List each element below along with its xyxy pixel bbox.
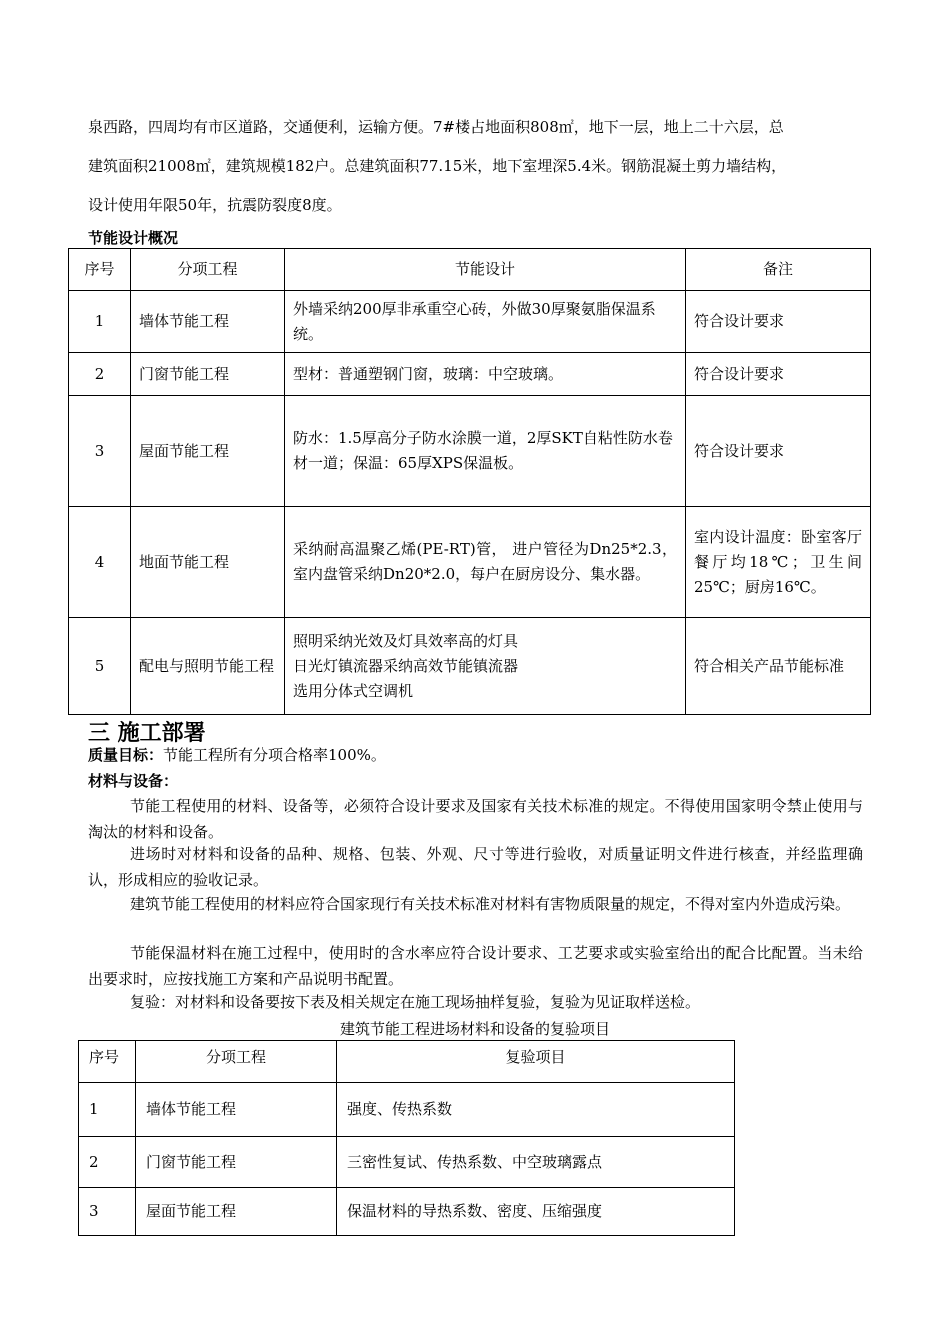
table-row xyxy=(79,1137,735,1188)
intro-paragraph xyxy=(88,108,863,225)
row-note: 符合设计要求 xyxy=(686,291,871,353)
row-no: 3 xyxy=(69,396,131,507)
retest-table xyxy=(78,1040,735,1236)
row-design xyxy=(285,618,686,715)
row-no: 1 xyxy=(69,291,131,353)
section-heading: 三 施工部署 xyxy=(88,721,206,746)
paragraph: 节能工程使用的材料、设备等，必须符合设计要求及国家有关技术标准的规定。不得使用国家明令禁止使用与淘汰的材料和设备。 xyxy=(88,797,863,841)
row-design: 采纳耐高温聚乙烯(PE-RT)管， 进户管径为Dn25*2.3，室内盘管采纳Dn20*2.0，每户在厨房设分、集水器。 xyxy=(285,507,686,618)
row-note: 室内设计温度：卧室客厅餐厅均18℃；卫生间25℃；厨房16℃。 xyxy=(686,507,871,618)
table-row xyxy=(79,1188,735,1236)
row-note: 符合相关产品节能标准 xyxy=(686,618,871,715)
intro-line-3: 设计使用年限50年，抗震防裂度8度。 xyxy=(88,196,342,214)
row-design: 型材：普通塑钢门窗，玻璃：中空玻璃。 xyxy=(285,353,686,396)
header-design: 节能设计 xyxy=(285,249,686,291)
table-row xyxy=(69,396,871,507)
header-item: 分项工程 xyxy=(131,249,285,291)
energy-section-title: 节能设计概况 xyxy=(88,229,179,247)
row-item: 屋面节能工程 xyxy=(131,396,285,507)
design-line: 选用分体式空调机 xyxy=(293,681,414,700)
intro-line-1: 泉西路，四周均有市区道路，交通便利，运输方便。7#楼占地面积808㎡，地下一层，地上二十六层，总 xyxy=(88,118,784,136)
table-row xyxy=(69,618,871,715)
table-row xyxy=(79,1083,735,1137)
row-no: 4 xyxy=(69,507,131,618)
energy-design-table xyxy=(68,248,871,715)
row-item: 屋面节能工程 xyxy=(136,1188,337,1236)
design-line: 照明采纳光效及灯具效率高的灯具 xyxy=(293,631,519,650)
row-test: 强度、传热系数 xyxy=(337,1083,735,1137)
intro-line-2: 建筑面积21008㎡，建筑规模182户。总建筑面积77.15米，地下室埋深5.4米。钢筋混凝土剪力墙结构， xyxy=(88,157,787,175)
header-test: 复验项目 xyxy=(337,1041,735,1083)
row-no: 2 xyxy=(79,1137,136,1188)
paragraph: 进场时对材料和设备的品种、规格、包装、外观、尺寸等进行验收，对质量证明文件进行核查，并经监理确认，形成相应的验收记录。 xyxy=(88,845,863,889)
row-design: 外墙采纳200厚非承重空心砖，外做30厚聚氨脂保温系统。 xyxy=(285,291,686,353)
design-line: 日光灯镇流器采纳高效节能镇流器 xyxy=(293,656,519,675)
row-note: 符合设计要求 xyxy=(686,396,871,507)
materials-label: 材料与设备： xyxy=(88,772,179,790)
row-note: 符合设计要求 xyxy=(686,353,871,396)
header-note: 备注 xyxy=(686,249,871,291)
materials-label-line xyxy=(88,770,178,791)
row-item: 门窗节能工程 xyxy=(136,1137,337,1188)
table-row xyxy=(69,291,871,353)
row-design: 防水：1.5厚高分子防水涂膜一道，2厚SKT自粘性防水卷材一道；保温：65厚XPS保温板。 xyxy=(285,396,686,507)
paragraph: 建筑节能工程使用的材料应符合国家现行有关技术标准对材料有害物质限量的规定，不得对室内外造成污染。 xyxy=(130,895,851,913)
row-no: 3 xyxy=(79,1188,136,1236)
row-item: 墙体节能工程 xyxy=(136,1083,337,1137)
table-header-row xyxy=(69,249,871,291)
row-item: 配电与照明节能工程 xyxy=(131,618,285,715)
header-no: 序号 xyxy=(79,1041,136,1083)
row-item: 地面节能工程 xyxy=(131,507,285,618)
row-test: 保温材料的导热系数、密度、压缩强度 xyxy=(337,1188,735,1236)
table-header-row xyxy=(79,1041,735,1083)
paragraph: 复验：对材料和设备要按下表及相关规定在施工现场抽样复验，复验为见证取样送检。 xyxy=(130,993,701,1011)
header-item: 分项工程 xyxy=(136,1041,337,1083)
paragraph: 节能保温材料在施工过程中，使用时的含水率应符合设计要求、工艺要求或实验室给出的配合比配置。当未给出要求时，应按找施工方案和产品说明书配置。 xyxy=(88,944,863,988)
quality-label: 质量目标： xyxy=(88,746,164,764)
row-no: 2 xyxy=(69,353,131,396)
table-caption: 建筑节能工程进场材料和设备的复验项目 xyxy=(339,1020,610,1038)
row-test: 三密性复试、传热系数、中空玻璃露点 xyxy=(337,1137,735,1188)
row-no: 5 xyxy=(69,618,131,715)
row-item: 门窗节能工程 xyxy=(131,353,285,396)
header-no: 序号 xyxy=(69,249,131,291)
row-no: 1 xyxy=(79,1083,136,1137)
table-row xyxy=(69,507,871,618)
row-item: 墙体节能工程 xyxy=(131,291,285,353)
quality-goal xyxy=(88,744,386,765)
table-row xyxy=(69,353,871,396)
quality-text: 节能工程所有分项合格率100%。 xyxy=(163,746,386,764)
